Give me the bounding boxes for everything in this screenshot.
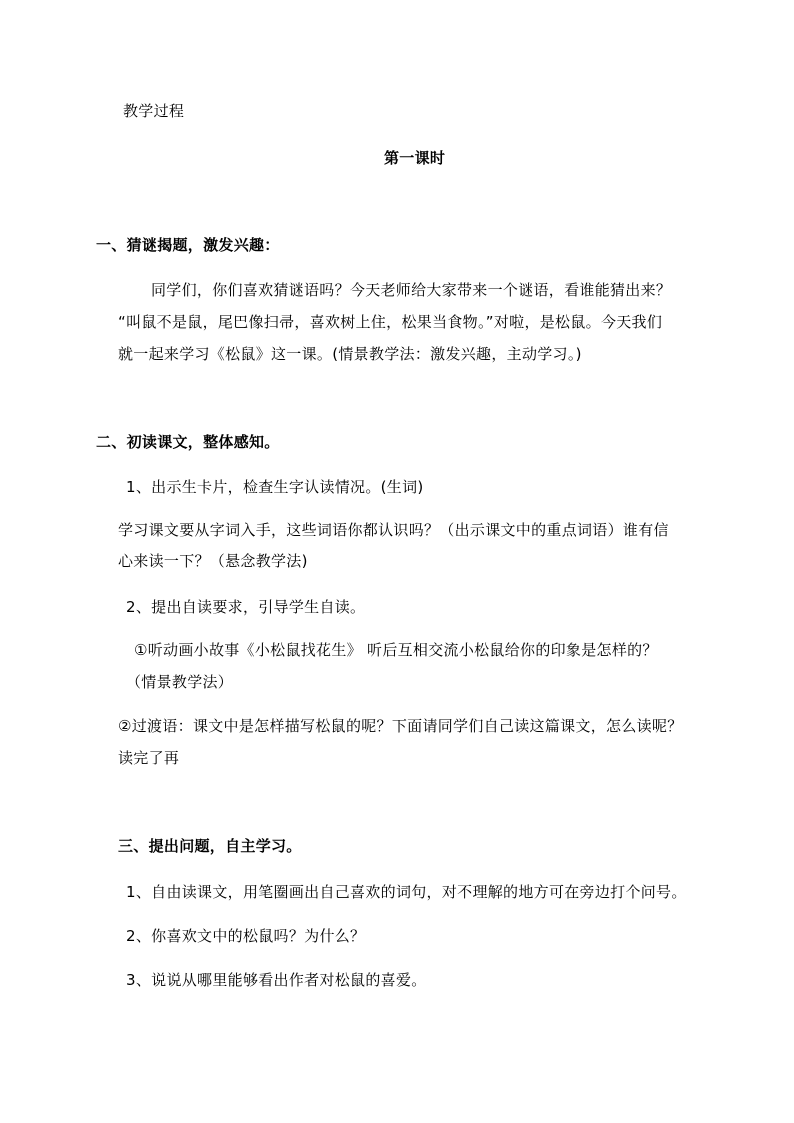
section-1-paragraph-line-2: “叫鼠不是鼠，尾巴像扫帚，喜欢树上住，松果当食物。”对啦，是松鼠。今天我们 bbox=[118, 313, 663, 331]
section-2-subitem-2-line-2: 读完了再 bbox=[118, 749, 180, 767]
section-label: 教学过程 bbox=[123, 102, 185, 120]
section-2-subitem-1-line-1: ①听动画小故事《小松鼠找花生》 听后互相交流小松鼠给你的印象是怎样的？ bbox=[134, 641, 658, 659]
section-1-paragraph-line-1: 同学们，你们喜欢猜谜语吗？今天老师给大家带来一个谜语，看谁能猜出来？ bbox=[151, 281, 672, 299]
section-3-item-3: 3、说说从哪里能够看出作者对松鼠的喜爱。 bbox=[126, 971, 427, 989]
section-2-subitem-2-line-1: ②过渡语：课文中是怎样描写松鼠的呢？下面请同学们自己读这篇课文，怎么读呢？ bbox=[118, 717, 683, 735]
section-1-paragraph-line-3: 就一起来学习《松鼠》这一课。(情景教学法：激发兴趣，主动学习。) bbox=[118, 345, 582, 363]
section-3-item-2: 2、你喜欢文中的松鼠吗？为什么？ bbox=[126, 927, 366, 945]
section-2-heading: 二、初读课文，整体感知。 bbox=[96, 433, 280, 451]
section-3-heading: 三、提出问题，自主学习。 bbox=[118, 837, 302, 855]
section-2-paragraph-line-2: 心来读一下？（悬念教学法) bbox=[118, 552, 308, 570]
section-3-item-1: 1、自由读课文，用笔圈画出自己喜欢的词句，对不理解的地方可在旁边打个问号。 bbox=[126, 883, 687, 901]
lesson-title: 第一课时 bbox=[384, 149, 446, 167]
section-1-heading: 一、猜谜揭题，激发兴趣： bbox=[96, 236, 280, 254]
section-2-paragraph-line-1: 学习课文要从字词入手，这些词语你都认识吗？（出示课文中的重点词语）谁有信 bbox=[118, 521, 669, 539]
section-2-item-1: 1、出示生卡片，检查生字认读情况。(生词) bbox=[126, 478, 424, 496]
section-2-subitem-1-line-2: （情景教学法） bbox=[126, 673, 234, 691]
section-2-item-2: 2、提出自读要求，引导学生自读。 bbox=[126, 598, 366, 616]
